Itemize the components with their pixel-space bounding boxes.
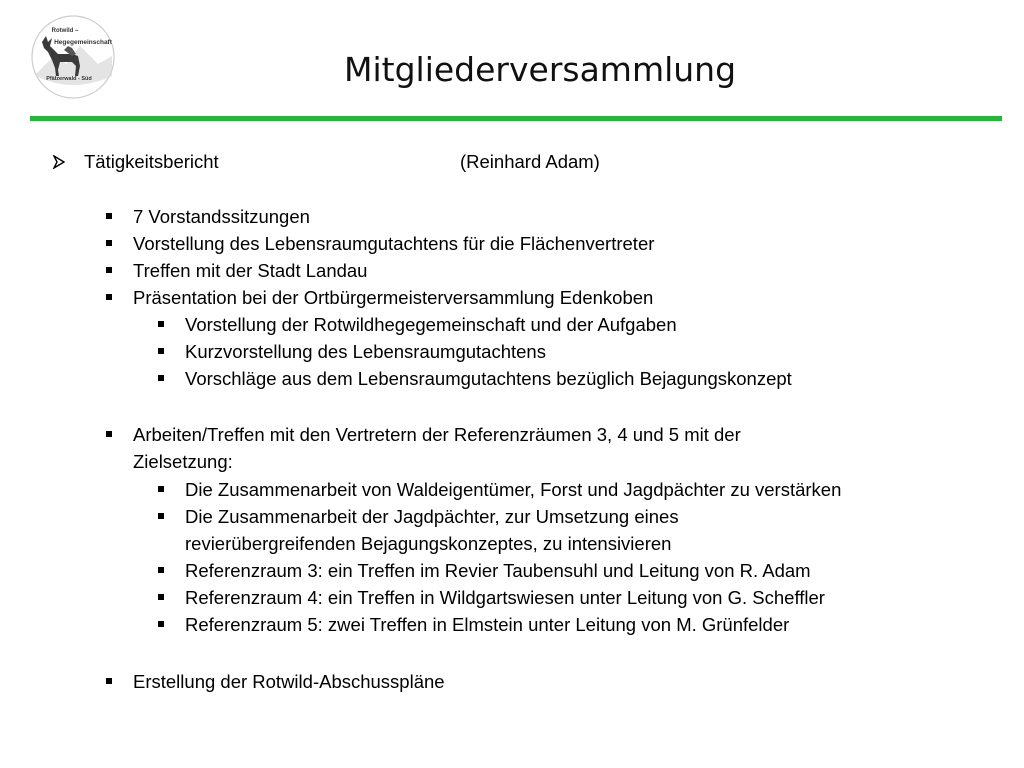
list-item: Treffen mit der Stadt Landau — [133, 260, 368, 281]
arrow-bullet-icon — [52, 155, 66, 169]
heading-presenter: (Reinhard Adam) — [460, 151, 600, 172]
square-bullet-icon — [158, 486, 164, 492]
list-item: 7 Vorstandssitzungen — [133, 206, 310, 227]
sub-list-item: Referenzraum 5: zwei Treffen in Elmstein unter Leitung von M. Grünfelder — [185, 614, 790, 635]
sub-list-item: Referenzraum 4: ein Treffen in Wildgartswiesen unter Leitung von G. Scheffler — [185, 587, 825, 608]
square-bullet-icon — [106, 267, 112, 273]
square-bullet-icon — [158, 375, 164, 381]
square-bullet-icon — [106, 213, 112, 219]
list-item-line2: Zielsetzung: — [133, 451, 233, 472]
square-bullet-icon — [158, 513, 164, 519]
square-bullet-icon — [158, 594, 164, 600]
square-bullet-icon — [158, 321, 164, 327]
list-item-line1: Arbeiten/Treffen mit den Vertretern der Referenzräumen 3, 4 und 5 mit der — [133, 424, 741, 445]
list-item: Präsentation bei der Ortbürgermeisterversammlung Edenkoben — [133, 287, 654, 308]
slide-title: Mitgliederversammlung — [344, 50, 737, 89]
list-item: Erstellung der Rotwild-Abschusspläne — [133, 671, 445, 692]
sub-list-item: Vorschläge aus dem Lebensraumgutachtens bezüglich Bejagungskonzept — [185, 368, 792, 389]
square-bullet-icon — [106, 294, 112, 300]
heading-label: Tätigkeitsbericht — [84, 151, 219, 172]
sub-list-item: Referenzraum 3: ein Treffen im Revier Taubensuhl und Leitung von R. Adam — [185, 560, 811, 581]
sub-list-item: Die Zusammenarbeit der Jagdpächter, zur Umsetzung eines — [185, 506, 679, 527]
list-item: Vorstellung des Lebensraumgutachtens für die Flächenvertreter — [133, 233, 655, 254]
sub-list-item: Die Zusammenarbeit von Waldeigentümer, Forst und Jagdpächter zu verstärken — [185, 479, 842, 500]
square-bullet-icon — [106, 240, 112, 246]
logo-text-line2: Hegegemeinschaft — [54, 39, 112, 46]
square-bullet-icon — [158, 621, 164, 627]
sub-list-item: Kurzvorstellung des Lebensraumgutachtens — [185, 341, 546, 362]
square-bullet-icon — [106, 431, 112, 437]
square-bullet-icon — [158, 567, 164, 573]
logo-text-line1: Rotwild – — [51, 28, 79, 34]
logo-text-line3: Pfälzerwald - Süd — [46, 76, 92, 82]
square-bullet-icon — [106, 678, 112, 684]
sub-list-item-continued: revierübergreifenden Bejagungskonzeptes, zu intensivieren — [185, 533, 672, 554]
sub-list-item: Vorstellung der Rotwildhegegemeinschaft und der Aufgaben — [185, 314, 677, 335]
square-bullet-icon — [158, 348, 164, 354]
